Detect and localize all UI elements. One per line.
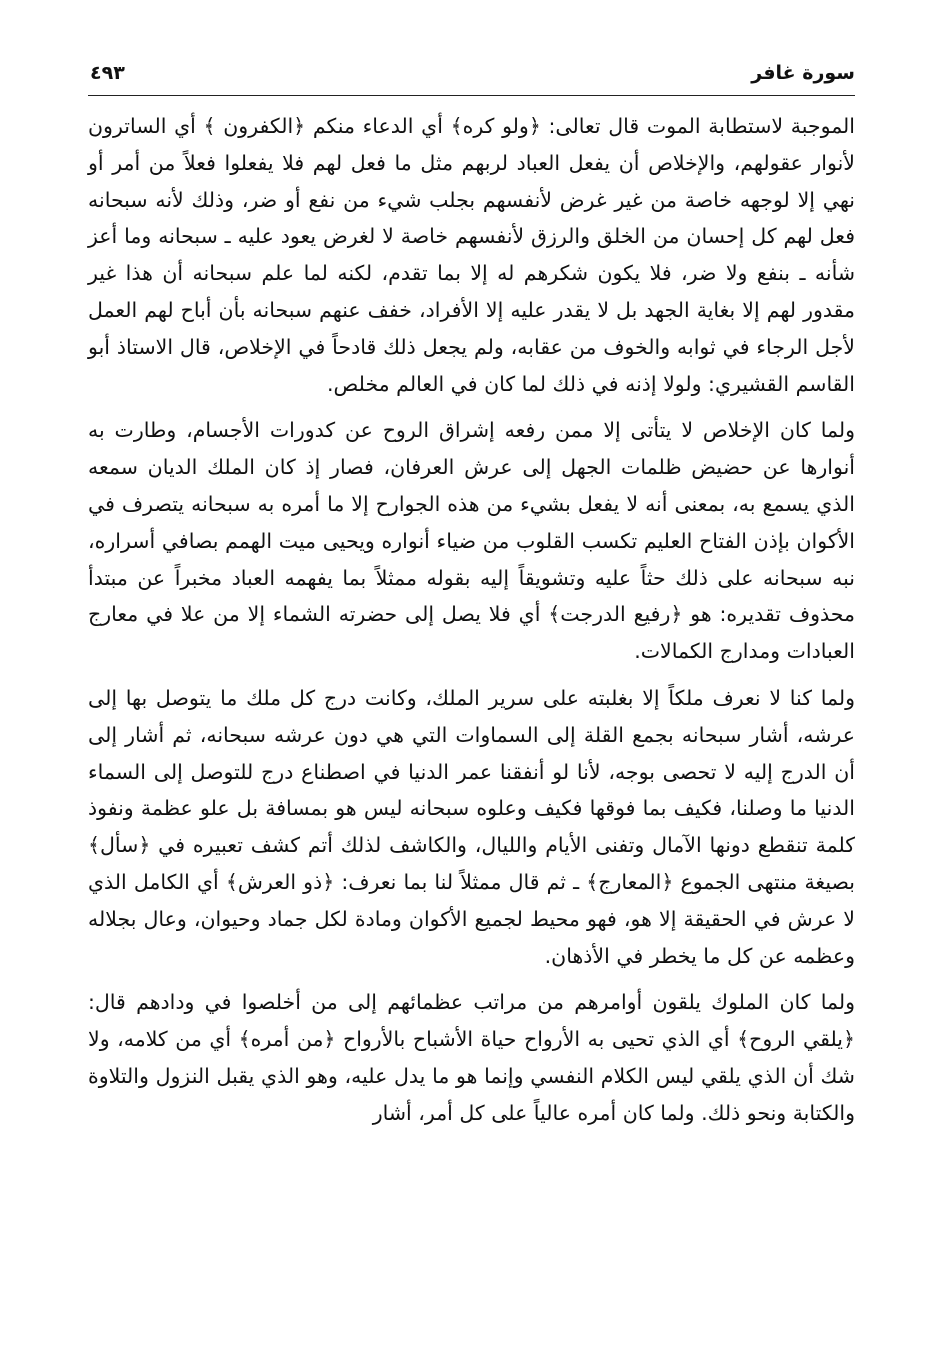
paragraph-text: ولما كان الملوك يلقون أوامرهم من مراتب عظمائهم إلى من أخلصوا في ودادهم قال: ﴿يلقي الروح﴾ أي الذي تحيى به الأرواح حياة الأشباح بالأرواح ﴿من أمره﴾ أي من كلامه، ولا شك أن الذي يلقي ليس الكلام النفسي وإنما هو ما يدل عليه، وهو الذي يقبل النزول والتلاوة والكتابة ونحو ذلك. ولما كان أمره عالياً على كل أمر، أشار xyxy=(88,990,855,1125)
paragraph-3 xyxy=(88,680,855,974)
page-header xyxy=(88,60,855,94)
page-number: ٤٩٣ xyxy=(90,62,125,84)
paragraph-text: الموجبة لاستطابة الموت قال تعالى: ﴿ولو كره﴾ أي الدعاء منكم ﴿الكفرون ﴾ أي الساترون لأنوار عقولهم، والإخلاص أن يفعل العباد لربهم مثل ما فعل لهم فلا يفعلوا فعلاً من أمر أو نهي إلا لوجهه خاصة من غير غرض لأنفسهم بجلب شيء من نفع أو ضر، وذلك لأنه سبحانه فعل لهم كل إحسان من الخلق والرزق لأنفسهم خاصة لا لغرض يعود عليه ـ سبحانه وما أعز شأنه ـ بنفع ولا ضر، فلا يكون شكرهم له إلا بما تقدم، لكنه لما علم سبحانه أن هذا غير مقدور لهم إلا بغاية الجهد بل لا يقدر عليه إلا الأفراد، خفف عنهم سبحانه بأن أباح لهم العمل لأجل الرجاء في ثوابه والخوف من عقابه، ولم يجعل ذلك قادحاً في الإخلاص، قال الاستاذ أبو القاسم القشيري: ولولا إذنه في ذلك لما كان في العالم مخلص. xyxy=(88,114,855,396)
paragraph-4 xyxy=(88,984,855,1131)
header-rule xyxy=(88,95,855,96)
paragraph-text: ولما كنا لا نعرف ملكاً إلا بغلبته على سرير الملك، وكانت درج كل ملك ما يتوصل بها إلى عرشه، أشار سبحانه بجمع القلة إلى السماوات التي هي دون عرشه سبحانه، ثم أشار إلى أن الدرج إليه لا تحصى بوجه، لأنا لو أنفقنا عمر الدنيا في اصطناع درج للتوصل إلى السماء الدنيا ما وصلنا، فكيف بما فوقها فكيف وعلوه سبحانه ليس هو بمسافة بل علو عظمة ونفوذ كلمة تنقطع دونها الآمال وتفنى الأيام والليال، والكاشف لذلك أتم كشف تعبيره في ﴿سأل﴾ بصيغة منتهى الجموع ﴿المعارج﴾ ـ ثم قال ممثلاً لنا بما نعرف: ﴿ذو العرش﴾ أي الكامل الذي لا عرش في الحقيقة إلا هو، فهو محيط لجميع الأكوان ومادة لكل جماد وحيوان، وعال بجلاله وعظمه عن كل ما يخطر في الأذهان. xyxy=(88,685,855,968)
surah-title: سورة غافر xyxy=(751,62,855,84)
page-body xyxy=(88,108,855,1142)
paragraph-text: ولما كان الإخلاص لا يتأتى إلا ممن رفعه إشراق الروح عن كدورات الأجسام، وطارت به أنوارها عن حضيض ظلمات الجهل إلى عرش العرفان، فصار إذ كان الملك الديان سمعه الذي يسمع به، بمعنى أنه لا يفعل بشيء من هذه الجوارح إلا ما أمره به سبحانه يتصرف في الأكوان بإذن الفتاح العليم تكسب القلوب من ضياء أنواره ويحيى ميت الهمم بصافي أسراره، نبه سبحانه على ذلك حثاً عليه وتشويقاً إليه بقوله ممثلاً بما يفهمه العباد مخبراً عن مبتدأ محذوف تقديره: هو ﴿رفيع الدرجت﴾ أي فلا يصل إلى حضرته الشماء إلا من علا في معارج العبادات ومدارج الكمالات. xyxy=(88,418,855,664)
paragraph-2 xyxy=(88,412,855,670)
paragraph-1 xyxy=(88,108,855,402)
